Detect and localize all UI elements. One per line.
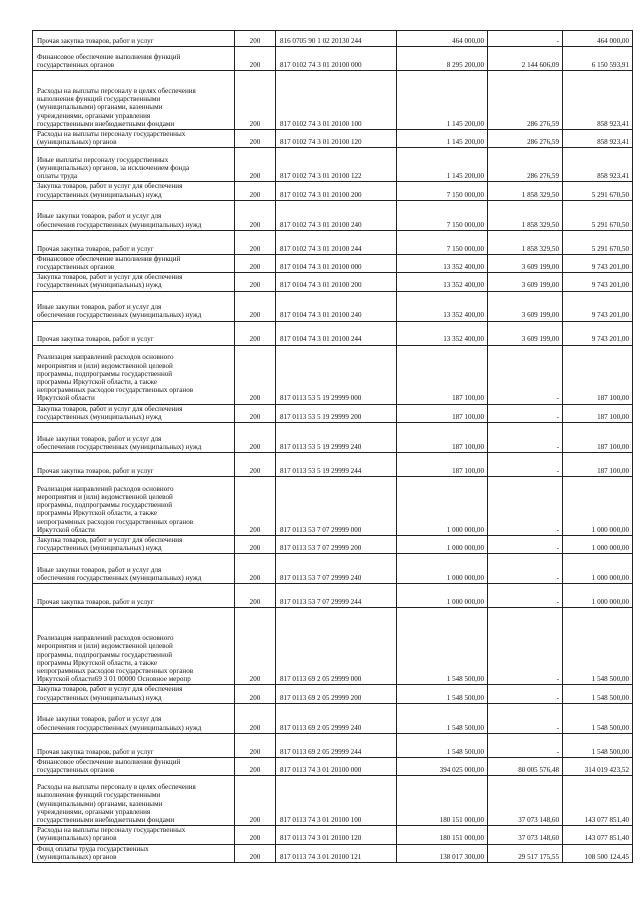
line-code-cell: 200 <box>235 536 276 554</box>
expense-name-cell <box>33 453 235 477</box>
expense-name-line: Прочая закупка товаров, работ и услуг <box>37 36 154 45</box>
line-code-cell: 200 <box>235 130 276 148</box>
expense-name-cell <box>33 608 235 685</box>
expense-name-line: обеспечения государственных (муниципальных) нужд <box>37 574 202 583</box>
unexecuted-amount-cell: 1 548 500,00 <box>563 703 633 733</box>
budget-classification-code-cell: 817 0113 69 2 05 29999 240 <box>276 703 397 733</box>
approved-amount-cell: 1 145 200,00 <box>397 148 488 182</box>
expense-name-cell <box>33 230 235 254</box>
expense-name-cell <box>33 757 235 775</box>
approved-amount-cell: 187 100,00 <box>397 404 488 422</box>
executed-amount-cell: - <box>488 536 563 554</box>
expense-name-line: Финансовое обеспечение выполнения функций <box>37 757 181 766</box>
table-row <box>33 554 633 584</box>
expense-name-line: Иные закупки товаров, работ и услуг для <box>37 715 162 724</box>
executed-amount-cell: 29 517 175,55 <box>488 844 563 862</box>
line-code-cell: 200 <box>235 254 276 272</box>
expense-name-cell <box>33 71 235 130</box>
line-code-cell: 200 <box>235 608 276 685</box>
unexecuted-amount-cell: 1 548 500,00 <box>563 733 633 757</box>
expense-name-line: государственных (муниципальных) нужд <box>37 412 162 421</box>
budget-classification-code-cell: 817 0113 53 7 07 29999 000 <box>276 477 397 536</box>
expense-name-line: (муниципальных) органов <box>37 834 117 843</box>
expense-name-line: Иные закупки товаров, работ и услуг для <box>37 434 162 443</box>
expense-name-cell <box>33 776 235 826</box>
expense-name-line: (муниципальными) органами, казенными <box>37 103 163 112</box>
approved-amount-cell: 13 352 400,00 <box>397 291 488 321</box>
table-row <box>33 757 633 775</box>
executed-amount-cell: 37 073 148,60 <box>488 776 563 826</box>
expense-name-line: Иркутской области <box>37 394 95 403</box>
approved-amount-cell: 1 548 500,00 <box>397 703 488 733</box>
expense-name-line: Прочая закупка товаров, работ и услуг <box>37 598 154 607</box>
approved-amount-cell: 1 000 000,00 <box>397 554 488 584</box>
table-row <box>33 230 633 254</box>
approved-amount-cell: 187 100,00 <box>397 345 488 404</box>
expense-name-line: государственными внебюджетными фондами <box>37 119 175 128</box>
budget-classification-code-cell: 817 0102 74 3 01 20100 200 <box>276 182 397 200</box>
approved-amount-cell: 1 548 500,00 <box>397 685 488 703</box>
table-row <box>33 345 633 404</box>
line-code-cell: 200 <box>235 273 276 291</box>
unexecuted-amount-cell: 108 500 124,45 <box>563 844 633 862</box>
approved-amount-cell: 180 151 000,00 <box>397 776 488 826</box>
expense-name-line: обеспечения государственных (муниципальных) нужд <box>37 442 202 451</box>
expense-name-line: (муниципальных) органов, за исключением фонда <box>37 164 190 172</box>
line-code-cell: 200 <box>235 345 276 404</box>
executed-amount-cell: - <box>488 608 563 685</box>
expense-name-cell <box>33 182 235 200</box>
expense-name-cell <box>33 31 235 47</box>
table-row <box>33 200 633 230</box>
line-code-cell: 200 <box>235 404 276 422</box>
expense-name-line: Реализация направлений расходов основного <box>37 353 174 362</box>
line-code-cell: 200 <box>235 733 276 757</box>
expense-name-line: программы, подпрограммы государственной <box>37 369 173 378</box>
executed-amount-cell: 1 858 329,50 <box>488 182 563 200</box>
expense-name-line: Закупка товаров, работ и услуг для обеспечения <box>37 685 183 694</box>
table-row <box>33 404 633 422</box>
line-code-cell: 200 <box>235 844 276 862</box>
executed-amount-cell: 1 858 329,50 <box>488 230 563 254</box>
expense-name-line: Расходы на выплаты персоналу государственных <box>37 826 186 835</box>
executed-amount-cell: 1 858 329,50 <box>488 200 563 230</box>
expense-name-line: государственных органов <box>37 766 115 775</box>
table-row <box>33 148 633 182</box>
expense-name-line: обеспечения государственных (муниципальных) нужд <box>37 220 202 229</box>
budget-classification-code-cell: 817 0113 53 5 19 29999 200 <box>276 404 397 422</box>
expense-name-line: обеспечения государственных (муниципальных) нужд <box>37 311 202 320</box>
budget-classification-code-cell: 817 0113 74 3 01 20100 000 <box>276 757 397 775</box>
expense-name-line: (муниципальными) органами, казенными <box>37 799 163 808</box>
expense-name-line: учреждениями, органами управления <box>37 111 151 120</box>
table-row <box>33 608 633 685</box>
approved-amount-cell: 394 025 000,00 <box>397 757 488 775</box>
expense-name-line: непрограммных расходов государственных органов <box>37 667 194 676</box>
approved-amount-cell: 1 548 500,00 <box>397 733 488 757</box>
executed-amount-cell: - <box>488 453 563 477</box>
unexecuted-amount-cell: 187 100,00 <box>563 404 633 422</box>
expense-name-line: программы, подпрограммы государственной <box>37 501 173 510</box>
executed-amount-cell: 3 609 199,00 <box>488 254 563 272</box>
expense-name-line: Фонд оплаты труда государственных <box>37 844 149 853</box>
executed-amount-cell: - <box>488 554 563 584</box>
budget-classification-code-cell: 817 0113 69 2 05 29999 244 <box>276 733 397 757</box>
expense-name-line: Иркутской области <box>37 525 95 534</box>
line-code-cell: 200 <box>235 423 276 453</box>
expense-name-line: программы, подпрограммы государственной <box>37 650 173 659</box>
unexecuted-amount-cell: 1 000 000,00 <box>563 584 633 608</box>
expense-name-line: оплаты труда <box>37 172 77 181</box>
expense-name-line: государственными внебюджетными фондами <box>37 816 175 825</box>
budget-classification-code-cell: 817 0113 53 5 19 29999 240 <box>276 423 397 453</box>
line-code-cell: 200 <box>235 31 276 47</box>
line-code-cell: 200 <box>235 182 276 200</box>
expense-name-line: Финансовое обеспечение выполнения функций <box>37 52 181 61</box>
expense-name-cell <box>33 536 235 554</box>
unexecuted-amount-cell: 187 100,00 <box>563 423 633 453</box>
expense-name-cell <box>33 321 235 345</box>
table-row <box>33 477 633 536</box>
approved-amount-cell: 1 548 500,00 <box>397 608 488 685</box>
expense-name-line: Расходы на выплаты персоналу в целях обеспечения <box>37 86 196 95</box>
expense-name-cell <box>33 703 235 733</box>
budget-classification-code-cell: 817 0113 69 2 05 29999 200 <box>276 685 397 703</box>
approved-amount-cell: 187 100,00 <box>397 423 488 453</box>
line-code-cell: 200 <box>235 71 276 130</box>
unexecuted-amount-cell: 1 000 000,00 <box>563 536 633 554</box>
expense-name-line: непрограммных расходов государственных органов <box>37 386 194 395</box>
expense-name-line: программы Иркутской области, а также <box>37 509 158 518</box>
approved-amount-cell: 187 100,00 <box>397 453 488 477</box>
expense-name-line: Иные выплаты персоналу государственных <box>37 155 169 164</box>
expense-name-line: Расходы на выплаты персоналу в целях обеспечения <box>37 783 196 792</box>
expense-name-line: программы Иркутской области, а также <box>37 658 158 667</box>
table-row <box>33 453 633 477</box>
budget-classification-code-cell: 817 0102 74 3 01 20100 244 <box>276 230 397 254</box>
table-row <box>33 536 633 554</box>
table-row <box>33 733 633 757</box>
approved-amount-cell: 7 150 000,00 <box>397 230 488 254</box>
line-code-cell: 200 <box>235 477 276 536</box>
expense-name-line: Закупка товаров, работ и услуг для обеспечения <box>37 182 183 191</box>
expense-name-line: государственных (муниципальных) нужд <box>37 544 162 553</box>
expense-name-cell <box>33 733 235 757</box>
executed-amount-cell: 2 144 606,09 <box>488 47 563 71</box>
unexecuted-amount-cell: 5 291 670,50 <box>563 182 633 200</box>
table-row <box>33 254 633 272</box>
line-code-cell: 200 <box>235 554 276 584</box>
expense-name-line: государственных органов <box>37 263 115 272</box>
expense-name-line: учреждениями, органами управления <box>37 807 151 816</box>
executed-amount-cell: - <box>488 477 563 536</box>
table-row <box>33 685 633 703</box>
table-row <box>33 47 633 71</box>
line-code-cell: 200 <box>235 291 276 321</box>
unexecuted-amount-cell: 858 923,41 <box>563 130 633 148</box>
budget-classification-code-cell: 817 0113 74 3 01 20100 120 <box>276 826 397 844</box>
approved-amount-cell: 138 017 300,00 <box>397 844 488 862</box>
unexecuted-amount-cell: 9 743 201,00 <box>563 291 633 321</box>
unexecuted-amount-cell: 464 000,00 <box>563 31 633 47</box>
expense-name-line: программы Иркутской области, а также <box>37 378 158 387</box>
expense-name-line: государственных (муниципальных) нужд <box>37 190 162 199</box>
executed-amount-cell: - <box>488 685 563 703</box>
expense-name-line: (муниципальных) органов <box>37 852 117 861</box>
executed-amount-cell: 3 609 199,00 <box>488 273 563 291</box>
table-row <box>33 423 633 453</box>
expense-name-cell <box>33 685 235 703</box>
expense-name-line: Финансовое обеспечение выполнения функций <box>37 254 181 263</box>
expense-name-cell <box>33 148 235 182</box>
line-code-cell: 200 <box>235 47 276 71</box>
budget-classification-code-cell: 817 0113 53 5 19 29999 000 <box>276 345 397 404</box>
executed-amount-cell: - <box>488 404 563 422</box>
table-row <box>33 844 633 862</box>
approved-amount-cell: 13 352 400,00 <box>397 273 488 291</box>
expense-name-line: Закупка товаров, работ и услуг для обеспечения <box>37 536 183 545</box>
unexecuted-amount-cell: 9 743 201,00 <box>563 254 633 272</box>
approved-amount-cell: 8 295 200,00 <box>397 47 488 71</box>
line-code-cell: 200 <box>235 703 276 733</box>
unexecuted-amount-cell: 1 000 000,00 <box>563 477 633 536</box>
expense-name-line: выполнения функций государственными <box>37 95 161 104</box>
budget-classification-code-cell: 817 0113 53 7 07 29999 200 <box>276 536 397 554</box>
budget-execution-sheet <box>32 30 633 863</box>
unexecuted-amount-cell: 9 743 201,00 <box>563 273 633 291</box>
table-row <box>33 321 633 345</box>
line-code-cell: 200 <box>235 584 276 608</box>
executed-amount-cell: - <box>488 423 563 453</box>
executed-amount-cell: 37 073 148,60 <box>488 826 563 844</box>
executed-amount-cell: - <box>488 31 563 47</box>
expense-name-line: Прочая закупка товаров, работ и услуг <box>37 244 154 253</box>
unexecuted-amount-cell: 143 077 851,40 <box>563 826 633 844</box>
approved-amount-cell: 7 150 000,00 <box>397 182 488 200</box>
budget-classification-code-cell: 817 0113 53 7 07 29999 244 <box>276 584 397 608</box>
executed-amount-cell: - <box>488 584 563 608</box>
expense-name-cell <box>33 254 235 272</box>
approved-amount-cell: 464 000,00 <box>397 31 488 47</box>
line-code-cell: 200 <box>235 757 276 775</box>
line-code-cell: 200 <box>235 776 276 826</box>
unexecuted-amount-cell: 5 291 670,50 <box>563 200 633 230</box>
table-row <box>33 826 633 844</box>
expense-name-cell <box>33 423 235 453</box>
approved-amount-cell: 7 150 000,00 <box>397 200 488 230</box>
expense-name-cell <box>33 200 235 230</box>
unexecuted-amount-cell: 314 019 423,52 <box>563 757 633 775</box>
expense-name-line: обеспечения государственных (муниципальных) нужд <box>37 723 202 732</box>
executed-amount-cell: - <box>488 733 563 757</box>
unexecuted-amount-cell: 6 150 593,91 <box>563 47 633 71</box>
unexecuted-amount-cell: 5 291 670,50 <box>563 230 633 254</box>
expense-name-cell <box>33 584 235 608</box>
unexecuted-amount-cell: 1 000 000,00 <box>563 554 633 584</box>
line-code-cell: 200 <box>235 453 276 477</box>
expense-name-line: выполнения функций государственными <box>37 791 161 800</box>
budget-classification-code-cell: 817 0102 74 3 01 20100 240 <box>276 200 397 230</box>
unexecuted-amount-cell: 143 077 851,40 <box>563 776 633 826</box>
approved-amount-cell: 13 352 400,00 <box>397 321 488 345</box>
expense-name-cell <box>33 130 235 148</box>
table-row <box>33 130 633 148</box>
unexecuted-amount-cell: 187 100,00 <box>563 345 633 404</box>
expenditure-table-body <box>33 31 633 863</box>
expense-name-line: Закупка товаров, работ и услуг для обеспечения <box>37 273 183 282</box>
executed-amount-cell: - <box>488 345 563 404</box>
unexecuted-amount-cell: 9 743 201,00 <box>563 321 633 345</box>
budget-classification-code-cell: 817 0113 69 2 05 29999 000 <box>276 608 397 685</box>
expense-name-cell <box>33 345 235 404</box>
line-code-cell: 200 <box>235 685 276 703</box>
executed-amount-cell: 3 609 199,00 <box>488 291 563 321</box>
approved-amount-cell: 1 000 000,00 <box>397 584 488 608</box>
expenditure-table <box>32 30 633 863</box>
executed-amount-cell: - <box>488 703 563 733</box>
table-row <box>33 776 633 826</box>
expense-name-cell <box>33 826 235 844</box>
expense-name-cell <box>33 477 235 536</box>
budget-classification-code-cell: 817 0102 74 3 01 20100 000 <box>276 47 397 71</box>
expense-name-line: Реализация направлений расходов основного <box>37 634 174 643</box>
approved-amount-cell: 1 145 200,00 <box>397 71 488 130</box>
line-code-cell: 200 <box>235 826 276 844</box>
expense-name-line: государственных (муниципальных) нужд <box>37 281 162 290</box>
expense-name-line: непрограммных расходов государственных органов <box>37 517 194 526</box>
budget-classification-code-cell: 817 0102 74 3 01 20100 122 <box>276 148 397 182</box>
approved-amount-cell: 1 145 200,00 <box>397 130 488 148</box>
expense-name-line: мероприятия и (или) ведомственной целевой <box>37 361 173 370</box>
budget-classification-code-cell: 817 0104 74 3 01 20100 240 <box>276 291 397 321</box>
table-row <box>33 182 633 200</box>
unexecuted-amount-cell: 187 100,00 <box>563 453 633 477</box>
budget-classification-code-cell: 817 0104 74 3 01 20100 244 <box>276 321 397 345</box>
expense-name-cell <box>33 47 235 71</box>
budget-classification-code-cell: 817 0113 74 3 01 20100 121 <box>276 844 397 862</box>
expense-name-cell <box>33 844 235 862</box>
expense-name-line: мероприятия и (или) ведомственной целевой <box>37 493 173 502</box>
executed-amount-cell: 3 609 199,00 <box>488 321 563 345</box>
budget-classification-code-cell: 817 0113 53 5 19 29999 244 <box>276 453 397 477</box>
executed-amount-cell: 286 276,59 <box>488 130 563 148</box>
approved-amount-cell: 13 352 400,00 <box>397 254 488 272</box>
table-row <box>33 71 633 130</box>
expense-name-line: государственных органов <box>37 60 115 69</box>
expense-name-line: Иные закупки товаров, работ и услуг для <box>37 566 162 575</box>
approved-amount-cell: 1 000 000,00 <box>397 477 488 536</box>
budget-classification-code-cell: 817 0113 53 7 07 29999 240 <box>276 554 397 584</box>
budget-classification-code-cell: 817 0104 74 3 01 20100 200 <box>276 273 397 291</box>
expense-name-cell <box>33 273 235 291</box>
table-row <box>33 31 633 47</box>
expense-name-line: Иные закупки товаров, работ и услуг для <box>37 212 162 221</box>
expense-name-line: Иркутской области69 3 01 00000 Основное меропр <box>37 675 191 684</box>
expense-name-line: Прочая закупка товаров, работ и услуг <box>37 747 154 756</box>
expense-name-line: Закупка товаров, работ и услуг для обеспечения <box>37 404 183 413</box>
table-row <box>33 584 633 608</box>
expense-name-cell <box>33 291 235 321</box>
executed-amount-cell: 286 276,59 <box>488 71 563 130</box>
executed-amount-cell: 80 005 576,48 <box>488 757 563 775</box>
budget-classification-code-cell: 817 0102 74 3 01 20100 120 <box>276 130 397 148</box>
budget-classification-code-cell: 816 0705 90 1 02 20130 244 <box>276 31 397 47</box>
approved-amount-cell: 1 000 000,00 <box>397 536 488 554</box>
budget-classification-code-cell: 817 0113 74 3 01 20100 100 <box>276 776 397 826</box>
unexecuted-amount-cell: 1 548 500,00 <box>563 608 633 685</box>
expense-name-line: Прочая закупка товаров, работ и услуг <box>37 466 154 475</box>
expense-name-line: (муниципальных) органов <box>37 138 117 147</box>
table-row <box>33 703 633 733</box>
unexecuted-amount-cell: 858 923,41 <box>563 71 633 130</box>
expense-name-line: Иные закупки товаров, работ и услуг для <box>37 303 162 312</box>
expense-name-line: Прочая закупка товаров, работ и услуг <box>37 335 154 344</box>
table-row <box>33 273 633 291</box>
unexecuted-amount-cell: 858 923,41 <box>563 148 633 182</box>
expense-name-line: мероприятия и (или) ведомственной целевой <box>37 642 173 651</box>
table-row <box>33 291 633 321</box>
line-code-cell: 200 <box>235 321 276 345</box>
expense-name-line: Расходы на выплаты персоналу государственных <box>37 130 186 138</box>
expense-name-cell <box>33 404 235 422</box>
budget-classification-code-cell: 817 0104 74 3 01 20100 000 <box>276 254 397 272</box>
approved-amount-cell: 180 151 000,00 <box>397 826 488 844</box>
expense-name-line: Реализация направлений расходов основного <box>37 484 174 493</box>
expense-name-line: государственных (муниципальных) нужд <box>37 693 162 702</box>
line-code-cell: 200 <box>235 148 276 182</box>
executed-amount-cell: 286 276,59 <box>488 148 563 182</box>
unexecuted-amount-cell: 1 548 500,00 <box>563 685 633 703</box>
line-code-cell: 200 <box>235 230 276 254</box>
expense-name-cell <box>33 554 235 584</box>
budget-classification-code-cell: 817 0102 74 3 01 20100 100 <box>276 71 397 130</box>
line-code-cell: 200 <box>235 200 276 230</box>
